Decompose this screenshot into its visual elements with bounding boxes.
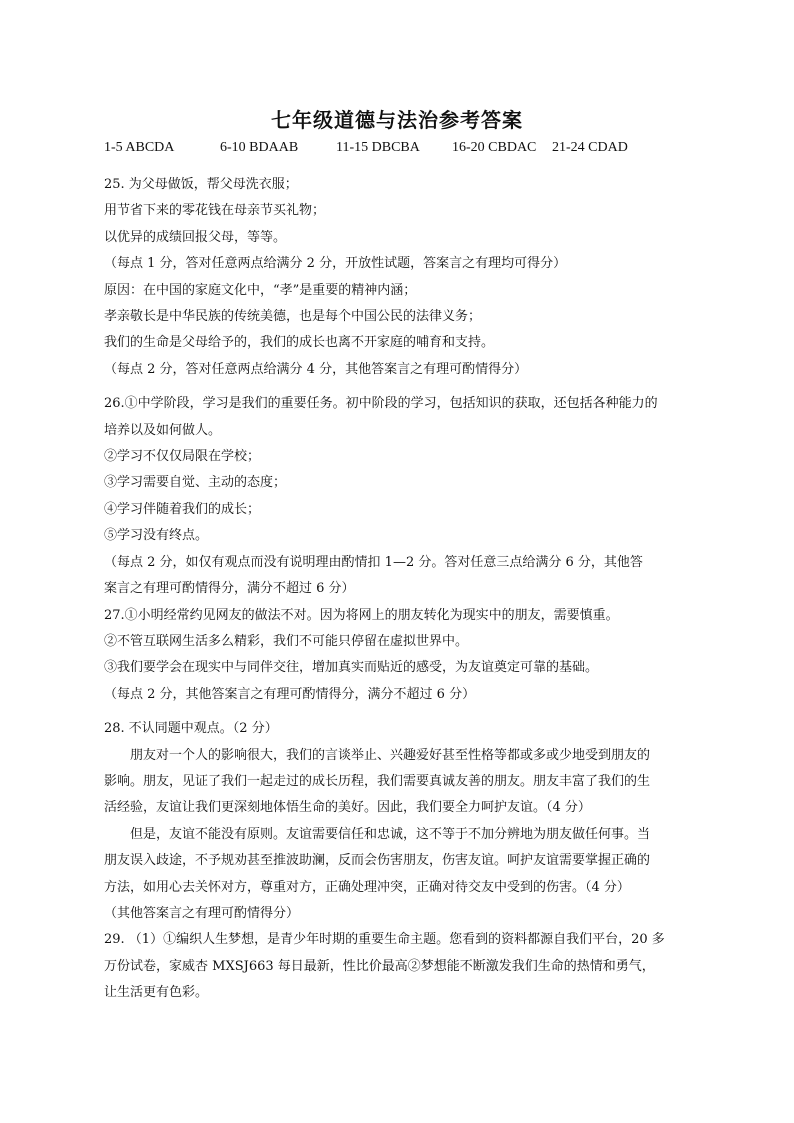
spacer [104,708,696,716]
q25-line: 用节省下来的零花钱在母亲节买礼物； [104,203,326,219]
q26-line: ③学习需要自觉、主动的态度； [104,475,287,491]
spacer [104,383,696,391]
choice-answers-21-24: 21-24 CDAD [552,140,628,155]
q28-paragraph-line: 方法，如用心去关怀对方，尊重对方，正确处理冲突，正确对待交友中受到的伤害。（4 分） [104,879,630,895]
q28-paragraph-line: 影响。朋友，见证了我们一起走过的成长历程，我们需要真诚友善的朋友。朋友丰富了我们的生 [104,773,651,789]
q25-scoring-note: （每点 1 分，答对任意两点给满分 2 分，开放性试题，答案言之有理均可得分） [104,256,567,272]
q26-scoring-note: 案言之有理可酌情得分，满分不超过 6 分） [104,581,355,597]
q26-line: ⑤学习没有终点。 [104,528,209,544]
q26-scoring-note: （每点 2 分，如仅有观点而没有说明理由酌情扣 1—2 分。答对任意三点给满分 6 分，其他答 [104,554,643,570]
q28-paragraph-line: 朋友对一个人的影响很大，我们的言谈举止、兴趣爱好甚至性格等都或多或少地受到朋友的 [130,747,651,763]
q28-scoring-note: （其他答案言之有理可酌情得分） [104,905,300,921]
answer-content [104,172,696,1007]
choice-answers-16-20: 16-20 CBDAC [452,140,537,155]
page-title: 七年级道德与法治参考答案 [271,108,523,132]
q28-paragraph-line: 朋友误入歧途，不予规劝甚至推波助澜，反而会伤害朋友，伤害友谊。呵护友谊需要掌握正确的 [104,853,651,869]
q27-scoring-note: （每点 2 分，其他答案言之有理可酌情得分，满分不超过 6 分） [104,686,476,702]
q27-line: ②不管互联网生活多么精彩，我们不可能只停留在虚拟世界中。 [104,633,469,649]
q28-line: 28. 不认同题中观点。（2 分） [104,721,278,737]
question-28-block [104,716,696,927]
question-29-block [104,927,696,1006]
q25-line: 以优异的成绩回报父母，等等。 [104,229,287,245]
q29-line: 万份试卷，家威杏 MXSJ663 每日最新，性比价最高②梦想能不断激发我们生命的热情和勇气， [104,958,655,974]
q25-line: 我们的生命是父母给予的，我们的成长也离不开家庭的哺育和支持。 [104,335,495,351]
q25-line: 25. 为父母做饭，帮父母洗衣服； [104,177,298,192]
question-26-block [104,391,696,602]
q28-paragraph-line: 活经验，友谊让我们更深刻地体悟生命的美好。因此，我们要全力呵护友谊。（4 分） [104,800,591,816]
q25-line: 原因：在中国的家庭文化中，“孝”是重要的精神内涵； [104,282,417,298]
q28-paragraph-line: 但是，友谊不能没有原则。友谊需要信任和忠诚，这不等于不加分辨地为朋友做任何事。当 [130,826,651,842]
q27-line: 27.①小明经常约见网友的做法不对。因为将网上的朋友转化为现实中的朋友，需要慎重。 [104,607,619,623]
q25-line: 孝亲敬长是中华民族的传统美德，也是每个中国公民的法律义务； [104,309,482,325]
q26-line: ②学习不仅仅局限在学校； [104,449,261,465]
choice-answers-6-10: 6-10 BDAAB [220,140,299,155]
q26-line: 26.①中学阶段，学习是我们的重要任务。初中阶段的学习，包括知识的获取，还包括各种能力的 [104,396,658,412]
q27-line: ③我们要学会在现实中与同伴交往，增加真实而贴近的感受，为友谊奠定可靠的基础。 [104,660,599,676]
choice-answers-1-5: 1-5 ABCDA [104,140,175,155]
q29-line: 29. （1）①编织人生梦想，是青少年时期的重要生命主题。您看到的资料都源自我们平台，20 多 [104,932,665,948]
q26-line: ④学习伴随着我们的成长； [104,501,261,517]
q25-scoring-note: （每点 2 分，答对任意两点给满分 4 分，其他答案言之有理可酌情得分） [104,361,528,377]
question-25-block [104,172,696,383]
q29-line: 让生活更有色彩。 [104,985,209,1001]
q26-line: 培养以及如何做人。 [104,422,222,438]
choice-answers-11-15: 11-15 DBCBA [336,140,420,155]
choice-answers-row [104,140,628,156]
question-27-block [104,603,696,709]
